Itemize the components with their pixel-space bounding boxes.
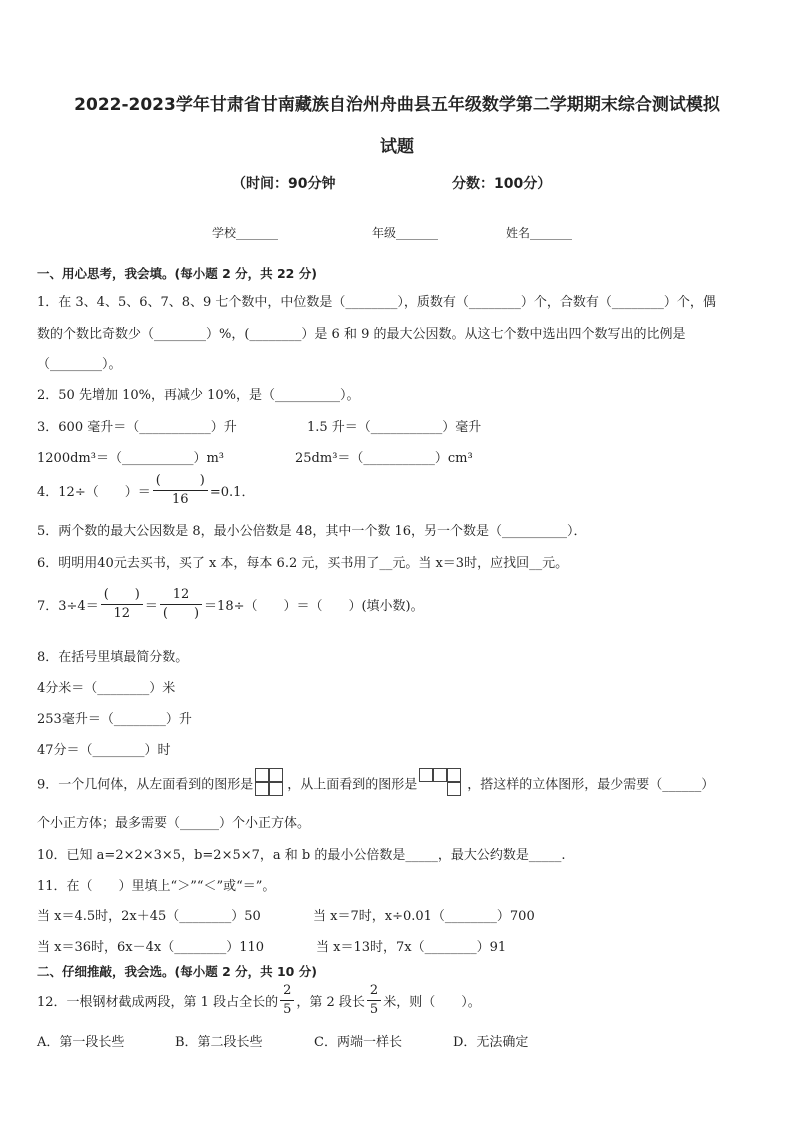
fraction: [153, 472, 208, 509]
question-5: 5．两个数的最大公因数是 8，最小公倍数是 48，其中一个数 16，另一个数是（__________）．: [37, 524, 587, 539]
page-title-line2: 试题: [380, 137, 414, 157]
question-11-c: 当 x＝36时，6x－4x（________）110: [37, 940, 265, 955]
question-12-post: 米，则（ ）。: [383, 995, 481, 1010]
section-heading: 一、用心思考，我会填。(每小题 2 分，共 22 分): [37, 266, 317, 281]
question-11-b: 当 x＝7时，x÷0.01（________）700: [313, 909, 535, 924]
fraction-denominator: 16: [172, 492, 189, 507]
top-view-figure: [419, 768, 465, 798]
question-7: [37, 586, 424, 623]
question-9: [37, 768, 714, 798]
question-3-c: 1200dm³＝（___________）m³: [37, 451, 224, 466]
question-12: [37, 982, 481, 1019]
question-8: 8．在括号里填最简分数。: [37, 650, 189, 665]
section-heading: 二、仔细推敲，我会选。(每小题 2 分，共 10 分): [37, 964, 317, 979]
fraction-numerator: 2: [280, 982, 294, 1001]
fraction: [101, 586, 143, 623]
fraction-numerator: 2: [367, 982, 381, 1001]
question-8-a: 4分米＝（________）米: [37, 681, 176, 696]
fraction-denominator: 5: [369, 1002, 379, 1017]
question-3-a: 3．600 毫升＝（___________）升: [37, 420, 237, 435]
question-1-line: （________）。: [37, 357, 122, 372]
question-10: 10．已知 a=2×2×3×5，b=2×5×7，a 和 b 的最小公倍数是_____，最大公约数是_____.: [37, 848, 566, 863]
left-view-figure: [255, 768, 285, 798]
fraction: [367, 982, 381, 1019]
exam-score: 分数：100分）: [452, 176, 552, 192]
option-d[interactable]: D．无法确定: [453, 1035, 529, 1050]
question-9-part3: ，搭这样的立体图形，最少需要（______）: [467, 777, 715, 793]
question-4: [37, 472, 254, 509]
fraction: [160, 586, 202, 623]
question-1-line: 数的个数比奇数少（________）%，(________）是 6 和 9 的最大公因数。从这七个数中选出四个数写出的比例是: [37, 327, 686, 342]
question-7-pre: 7．3÷4＝: [37, 599, 99, 614]
fraction-numerator: 12: [160, 586, 202, 605]
question-3-d: 25dm³＝（___________）cm³: [295, 451, 473, 466]
question-2: 2．50 先增加 10%，再减少 10%，是（__________）。: [37, 388, 360, 403]
option-c[interactable]: C．两端一样长: [314, 1035, 402, 1050]
question-11-d: 当 x＝13时，7x（________）91: [316, 940, 507, 955]
question-9-part1: 9．一个几何体，从左面看到的图形是: [37, 777, 254, 793]
question-12-mid: ，第 2 段长: [296, 995, 365, 1010]
question-3-b: 1.5 升＝（___________）毫升: [307, 420, 482, 435]
question-8-c: 47分＝（________）时: [37, 743, 171, 758]
fraction-denominator: 5: [283, 1002, 292, 1017]
question-9-part2: ，从上面看到的图形是: [287, 777, 418, 793]
fraction-denominator: 12: [113, 606, 131, 621]
fraction-numerator: ( ): [101, 586, 143, 605]
fraction-denominator: ( ): [162, 606, 200, 621]
equals-sign: ＝: [144, 599, 158, 614]
question-7-post: ＝18÷（ ）＝（ ）(填小数)。: [204, 599, 424, 614]
question-9-line2: 个小正方体；最多需要（______）个小正方体。: [37, 816, 311, 831]
fraction: [280, 982, 294, 1019]
fraction-numerator: ( ): [153, 472, 208, 491]
option-a[interactable]: A．第一段长些: [37, 1035, 125, 1050]
exam-time: （时间：90分钟: [232, 176, 336, 192]
page-title: 2022-2023学年甘肃省甘南藏族自治州舟曲县五年级数学第二学期期末综合测试模拟: [74, 95, 720, 115]
question-11-a: 当 x＝4.5时，2x＋45（________）50: [37, 909, 261, 924]
question-4-pre: 4．12÷（ ）＝: [37, 485, 151, 500]
question-6: 6．明明用40元去买书，买了 x 本，每本 6.2 元，买书用了__元。当 x＝3时，应找回__元。: [37, 556, 569, 571]
grade-field: 年级_______: [372, 226, 439, 240]
name-field: 姓名_______: [506, 226, 573, 240]
question-12-pre: 12．一根钢材截成两段，第 1 段占全长的: [37, 995, 279, 1010]
question-4-post: =0.1．: [209, 485, 255, 500]
option-b[interactable]: B．第二段长些: [175, 1035, 263, 1050]
question-8-b: 253毫升＝（________）升: [37, 712, 192, 727]
question-11: 11．在（ ）里填上“＞”“＜”或“＝”。: [37, 879, 276, 894]
school-field: 学校_______: [212, 226, 279, 240]
question-1-line: 1．在 3、4、5、6、7、8、9 七个数中，中位数是（________），质数有（________）个，合数有（________）个，偶: [37, 295, 716, 310]
